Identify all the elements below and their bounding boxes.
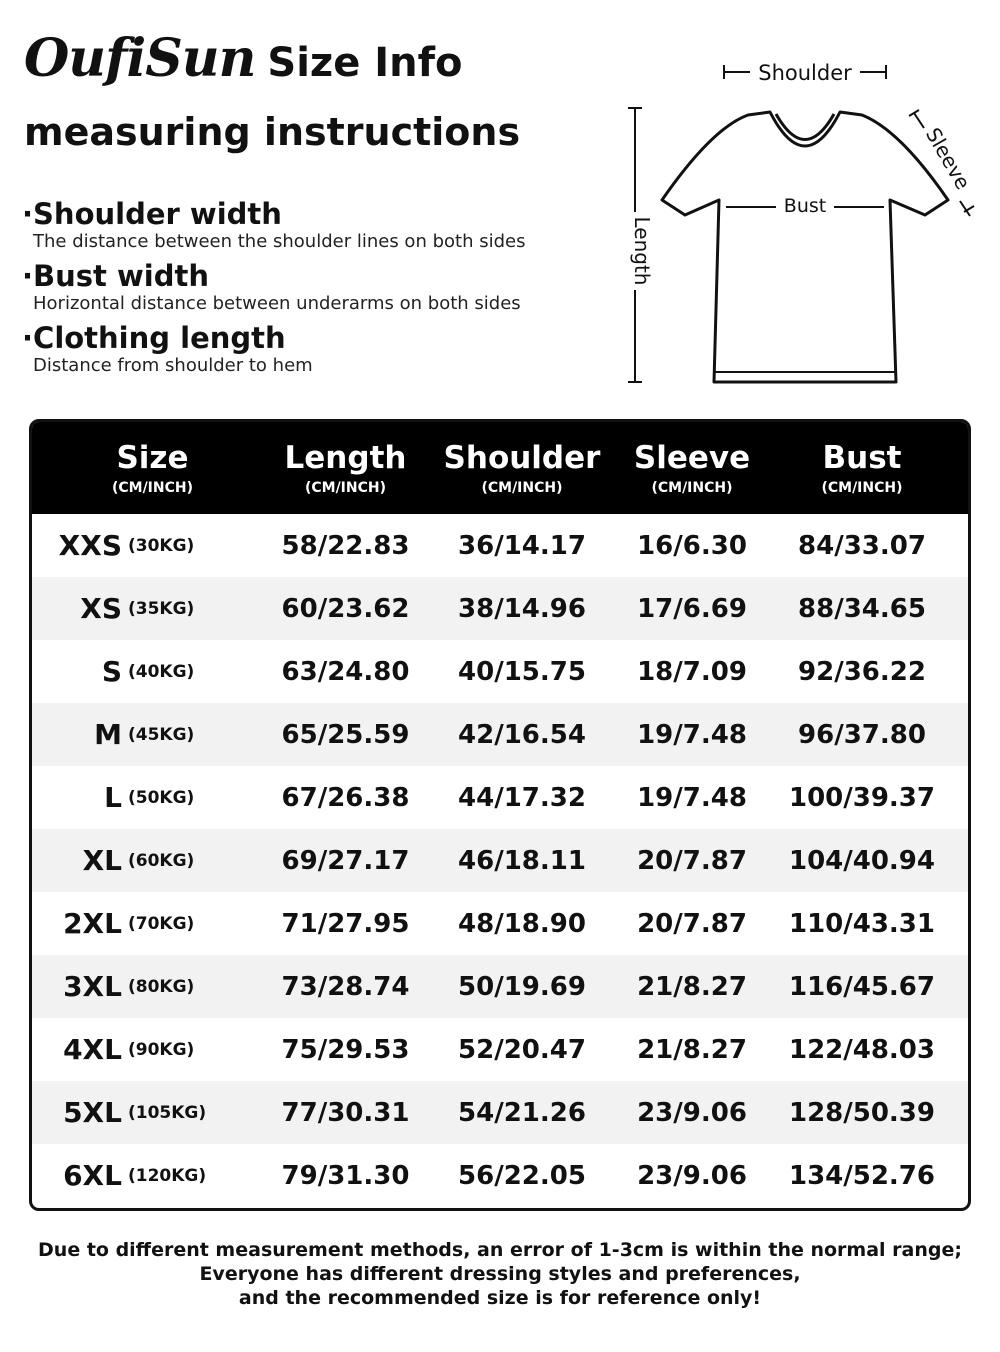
bust-cell: 96/37.80 xyxy=(798,719,926,750)
sleeve-cell: 18/7.09 xyxy=(637,656,747,687)
length-cell: 67/26.38 xyxy=(281,782,410,813)
weight-label: (90KG) xyxy=(128,1039,195,1060)
size-cell xyxy=(32,592,273,625)
shoulder-cell: 40/15.75 xyxy=(458,656,586,687)
size-cell xyxy=(32,655,273,688)
table-row xyxy=(32,829,968,892)
length-cell: 79/31.30 xyxy=(281,1160,410,1191)
size-label: 2XL xyxy=(63,907,122,940)
sleeve-cell: 23/9.06 xyxy=(637,1160,747,1191)
size-cell xyxy=(32,529,273,562)
header-shoulder: Shoulder (CM/INCH) xyxy=(443,440,601,496)
weight-label: (120KG) xyxy=(128,1165,207,1186)
weight-label: (35KG) xyxy=(128,598,195,619)
disclaimer xyxy=(0,1238,1000,1310)
definition-shoulder xyxy=(22,196,602,252)
sleeve-cell: 23/9.06 xyxy=(637,1097,747,1128)
definition-desc: Distance from shoulder to hem xyxy=(33,355,313,376)
table-row xyxy=(32,766,968,829)
length-cell: 73/28.74 xyxy=(281,971,410,1002)
bust-cell: 110/43.31 xyxy=(788,908,935,939)
shoulder-cell: 42/16.54 xyxy=(458,719,586,750)
size-cell xyxy=(32,1096,273,1129)
bust-cell: 88/34.65 xyxy=(798,593,926,624)
disclaimer-line: Everyone has different dressing styles and preferences, xyxy=(199,1263,801,1285)
length-cell: 58/22.83 xyxy=(281,530,410,561)
shoulder-cell: 38/14.96 xyxy=(458,593,586,624)
definition-title: Shoulder width xyxy=(33,197,282,231)
sleeve-cell: 16/6.30 xyxy=(637,530,747,561)
header-bust: Bust (CM/INCH) xyxy=(821,440,903,496)
size-cell xyxy=(32,970,273,1003)
weight-label: (40KG) xyxy=(128,661,195,682)
shoulder-cell: 52/20.47 xyxy=(458,1034,586,1065)
weight-label: (30KG) xyxy=(128,535,195,556)
shoulder-cell: 36/14.17 xyxy=(458,530,586,561)
bullet-dot-icon: · xyxy=(22,321,34,355)
sleeve-cell: 19/7.48 xyxy=(637,719,747,750)
brand-line xyxy=(24,28,604,108)
shoulder-cell: 48/18.90 xyxy=(458,908,586,939)
tshirt-diagram xyxy=(600,50,1000,395)
table-row xyxy=(32,1081,968,1144)
size-label: S xyxy=(101,655,122,688)
size-cell xyxy=(32,1033,273,1066)
size-table xyxy=(29,419,971,1211)
length-cell: 71/27.95 xyxy=(281,908,410,939)
table-row xyxy=(32,892,968,955)
size-cell xyxy=(32,781,273,814)
length-cell: 63/24.80 xyxy=(281,656,410,687)
size-label: XXS xyxy=(58,529,122,562)
size-label: XL xyxy=(82,844,122,877)
bust-cell: 122/48.03 xyxy=(788,1034,935,1065)
sleeve-label: Sleeve xyxy=(920,123,976,194)
shoulder-cell: 54/21.26 xyxy=(458,1097,586,1128)
shoulder-cell: 50/19.69 xyxy=(458,971,586,1002)
sleeve-cell: 21/8.27 xyxy=(637,1034,747,1065)
disclaimer-line: Due to different measurement methods, an error of 1-3cm is within the normal range; xyxy=(38,1239,962,1261)
size-label: 6XL xyxy=(63,1159,122,1192)
size-label: L xyxy=(104,781,122,814)
bullet-dot-icon: · xyxy=(22,259,34,293)
header-sleeve: Sleeve (CM/INCH) xyxy=(633,440,751,496)
table-row xyxy=(32,1018,968,1081)
sleeve-cell: 21/8.27 xyxy=(637,971,747,1002)
measurement-definitions xyxy=(22,196,602,382)
page-title: Size Info xyxy=(267,40,463,86)
length-cell: 75/29.53 xyxy=(281,1034,410,1065)
weight-label: (60KG) xyxy=(128,850,195,871)
table-body xyxy=(32,514,968,1207)
shoulder-label: Shoulder xyxy=(758,61,852,85)
size-label: 5XL xyxy=(63,1096,122,1129)
sleeve-cell: 20/7.87 xyxy=(637,908,747,939)
definition-desc: Horizontal distance between underarms on both sides xyxy=(33,293,521,314)
table-row xyxy=(32,703,968,766)
weight-label: (50KG) xyxy=(128,787,195,808)
size-label: M xyxy=(94,718,122,751)
size-label: XS xyxy=(80,592,122,625)
bust-cell: 100/39.37 xyxy=(788,782,935,813)
table-header xyxy=(32,422,968,514)
weight-label: (80KG) xyxy=(128,976,195,997)
shoulder-cell: 56/22.05 xyxy=(458,1160,586,1191)
definition-title: Bust width xyxy=(33,259,209,293)
header-length: Length (CM/INCH) xyxy=(284,440,407,496)
sleeve-cell: 20/7.87 xyxy=(637,845,747,876)
table-row xyxy=(32,955,968,1018)
brand-logo: OufiSun xyxy=(24,28,256,89)
size-cell xyxy=(32,907,273,940)
table-row xyxy=(32,1144,968,1207)
weight-label: (45KG) xyxy=(128,724,195,745)
header-size: Size (CM/INCH) xyxy=(111,440,194,496)
bust-cell: 134/52.76 xyxy=(788,1160,935,1191)
size-label: 4XL xyxy=(63,1033,122,1066)
bust-cell: 84/33.07 xyxy=(798,530,926,561)
bullet-dot-icon: · xyxy=(22,197,34,231)
length-cell: 77/30.31 xyxy=(281,1097,410,1128)
weight-label: (70KG) xyxy=(128,913,195,934)
size-cell xyxy=(32,718,273,751)
definition-desc: The distance between the shoulder lines on both sides xyxy=(33,231,526,252)
length-label: Length xyxy=(630,216,654,286)
page-subtitle: measuring instructions xyxy=(24,110,521,154)
bust-cell: 104/40.94 xyxy=(788,845,935,876)
shoulder-cell: 44/17.32 xyxy=(458,782,586,813)
length-cell: 60/23.62 xyxy=(281,593,410,624)
size-label: 3XL xyxy=(63,970,122,1003)
definition-bust xyxy=(22,258,602,314)
size-cell xyxy=(32,1159,273,1192)
size-cell xyxy=(32,844,273,877)
shoulder-cell: 46/18.11 xyxy=(458,845,586,876)
table-row xyxy=(32,514,968,577)
table-row xyxy=(32,640,968,703)
bust-cell: 116/45.67 xyxy=(788,971,935,1002)
bust-cell: 92/36.22 xyxy=(798,656,926,687)
weight-label: (105KG) xyxy=(128,1102,207,1123)
disclaimer-line: and the recommended size is for reference only! xyxy=(238,1287,762,1309)
definition-title: Clothing length xyxy=(33,321,286,355)
bust-label: Bust xyxy=(783,195,827,217)
length-cell: 65/25.59 xyxy=(281,719,410,750)
sleeve-cell: 17/6.69 xyxy=(637,593,747,624)
bust-cell: 128/50.39 xyxy=(788,1097,935,1128)
definition-length xyxy=(22,320,602,376)
sleeve-cell: 19/7.48 xyxy=(637,782,747,813)
table-row xyxy=(32,577,968,640)
length-cell: 69/27.17 xyxy=(281,845,410,876)
measure-lines xyxy=(628,65,974,382)
page-header xyxy=(24,28,604,154)
tshirt-outline-icon xyxy=(662,112,948,382)
